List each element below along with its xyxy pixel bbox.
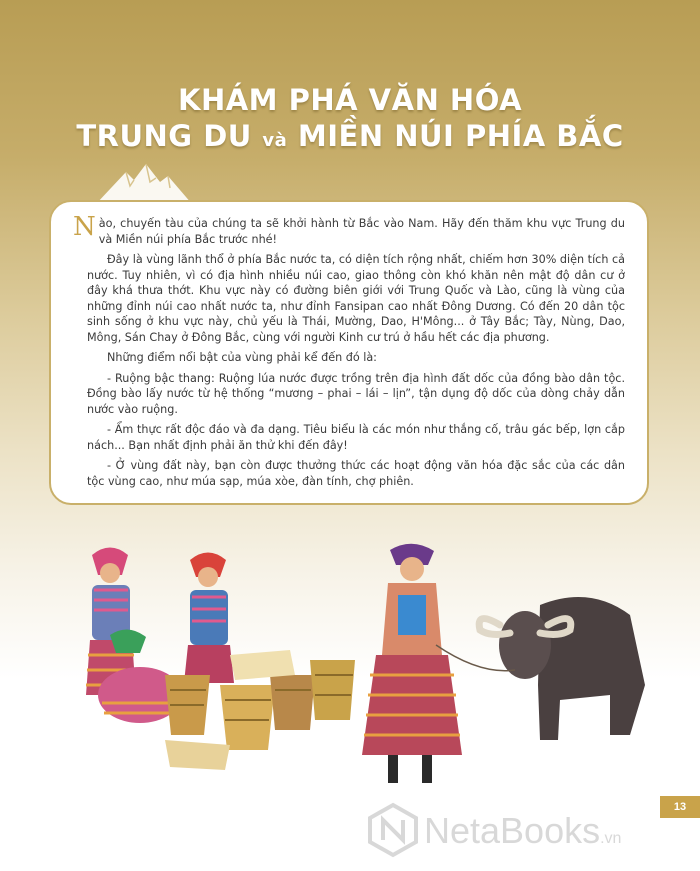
- paragraph-highlights-heading: Những điểm nổi bật của vùng phải kể đến đó là:: [107, 351, 377, 364]
- title-line-2: [0, 118, 700, 159]
- intro-paragraph: [73, 212, 625, 247]
- title-line-1: KHÁM PHÁ VĂN HÓA: [177, 83, 523, 117]
- intro-text: ào, chuyến tàu của chúng ta sẽ khởi hành từ Bắc vào Nam. Hãy đến thăm khu vực Trung du và Miền núi phía Bắc trước nhé!: [98, 217, 625, 246]
- woman-with-buffalo-figure: [362, 544, 462, 783]
- title-part-a: TRUNG DU: [76, 119, 263, 153]
- mountain-icon: [96, 160, 192, 204]
- paragraph-cuisine: - Ẩm thực rất độc đáo và đa dạng. Tiêu biểu là các món như thắng cố, trâu gác bếp, lợn cắp nách... Bạn nhất định phải ăn thử khi đến đây!: [87, 423, 625, 452]
- content-card: [49, 200, 649, 505]
- title-connector: và: [262, 130, 288, 151]
- watermark-suffix: .vn: [600, 830, 622, 847]
- page-title: [0, 82, 700, 159]
- watermark-brand: NetaBooks: [424, 810, 601, 851]
- drop-cap: N: [73, 212, 96, 242]
- watermark-text: [424, 810, 621, 852]
- paragraph-overview: Đây là vùng lãnh thổ ở phía Bắc nước ta, có diện tích rộng nhất, chiếm hơn 30% diện tích cả nước. Tuy nhiên, vì có địa hình nhiều núi cao, giao thông còn khó khăn nên mật độ dân cư ở đây khá thưa thớt. Khu vực này có đường biên giới với Trung Quốc và Lào, cũng là vùng của những đỉnh núi cao nhất nước ta, như đỉnh Fansipan cao nhất Đông Dương. Có đến 20 dân tộc sinh sống ở khu vực này, chủ yếu là Thái, Mường, Dao, H'Mông... ở Tây Bắc; Tày, Nùng, Dao, Mông, Sán Chay ở Đông Bắc, cùng với người Kinh cư trú ở hầu hết các địa phương.: [87, 253, 625, 344]
- netabooks-logo-icon: [366, 802, 420, 858]
- buffalo: [436, 597, 645, 740]
- title-part-b: MIỀN NÚI PHÍA BẮC: [287, 119, 624, 153]
- illustration-ethnic-people-buffalo: [70, 535, 660, 800]
- paragraph-terraced-fields: - Ruộng bậc thang: Ruộng lúa nước được trồng trên địa hình đất dốc của đồng bào dân tộc. Đồng bào lấy nước từ hệ thống “mương – phai – lái – lịn”, tận dụng độ dốc của dòng chảy dẫn nước vào ruộng.: [87, 371, 625, 416]
- paragraph-culture: - Ở vùng đất này, bạn còn được thưởng thức các hoạt động văn hóa đặc sắc của các dân tộc vùng cao, như múa sạp, múa xòe, đàn tính, chợ phiên.: [87, 459, 625, 488]
- woman-middle-figure: [184, 553, 234, 684]
- page-number: 13: [660, 796, 700, 818]
- watermark: [366, 802, 700, 862]
